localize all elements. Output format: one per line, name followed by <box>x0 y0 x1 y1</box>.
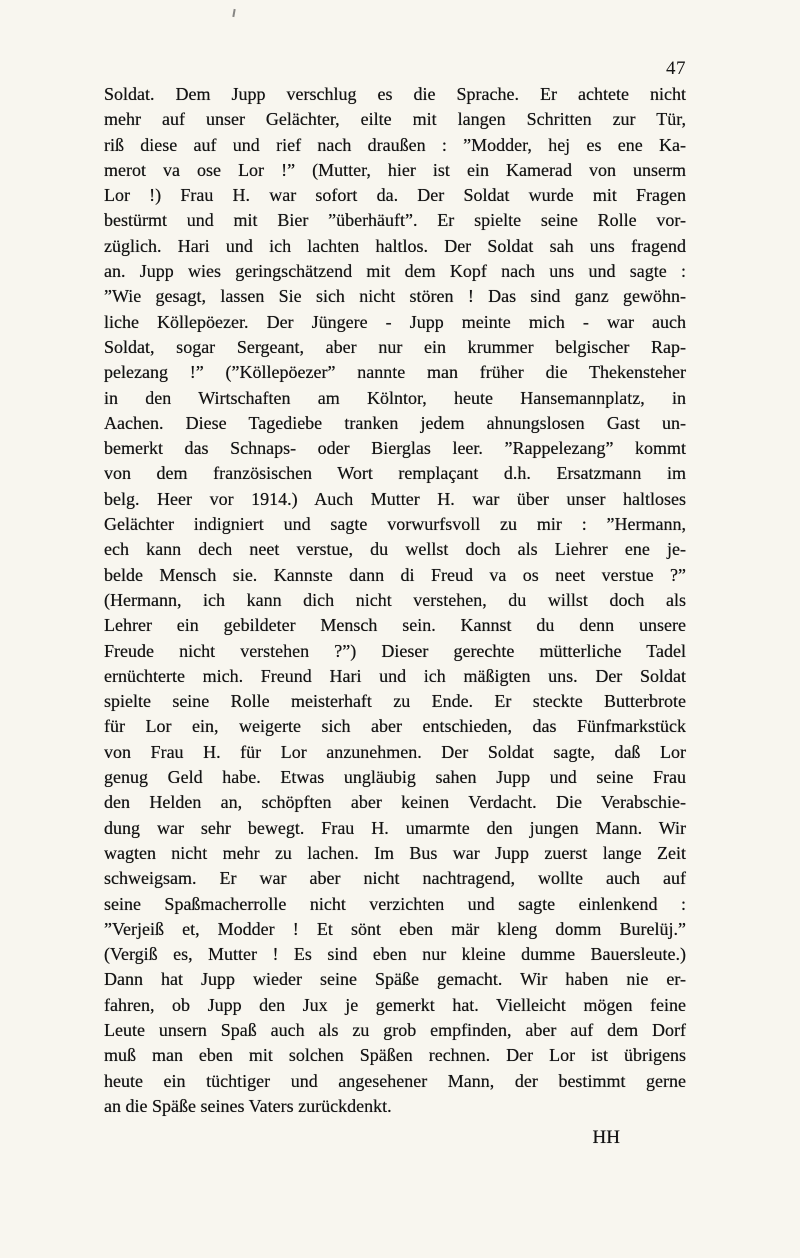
text-line: Leute unsern Spaß auch als zu grob empfinden, aber auf dem Dorf <box>104 1019 686 1040</box>
text-line: dung war sehr bewegt. Frau H. umarmte den jungen Mann. Wir <box>104 817 686 838</box>
scan-speck <box>232 9 235 17</box>
text-line: ”Wie gesagt, lassen Sie sich nicht stören ! Das sind ganz gewöhn- <box>104 286 686 307</box>
text-line: in den Wirtschaften am Kölntor, heute Hansemannplatz, in <box>104 387 686 408</box>
author-initials: HH <box>592 1127 620 1149</box>
text-line: bestürmt und mit Bier ”überhäuft”. Er spielte seine Rolle vor- <box>104 210 686 231</box>
text-line: (Vergiß es, Mutter ! Es sind eben nur kleine dumme Bauersleute.) <box>104 944 686 965</box>
text-line: Soldat, sogar Sergeant, aber nur ein krummer belgischer Rap- <box>104 336 686 357</box>
text-line: ernüchterte mich. Freund Hari und ich mäßigten uns. Der Soldat <box>104 665 686 686</box>
text-line: Gelächter indigniert und sagte vorwurfsvoll zu mir : ”Hermann, <box>104 514 686 535</box>
text-line: pelezang !” (”Köllepöezer” nannte man früher die Thekensteher <box>104 362 686 383</box>
page-number: 47 <box>666 58 686 79</box>
text-line: ”Verjeiß et, Modder ! Et sönt eben mär kleng domm Burelüj.” <box>104 918 686 939</box>
text-line: züglich. Hari und ich lachten haltlos. Der Soldat sah uns fragend <box>104 235 686 256</box>
text-line: fahren, ob Jupp den Jux je gemerkt hat. Vielleicht mögen feine <box>104 994 686 1015</box>
text-line: für Lor ein, weigerte sich aber entschieden, das Fünfmarkstück <box>104 716 686 737</box>
text-line: merot va ose Lor !” (Mutter, hier ist ein Kamerad von unserm <box>104 159 686 180</box>
text-line: den Helden an, schöpften aber keinen Verdacht. Die Verabschie- <box>104 792 686 813</box>
text-line: belg. Heer vor 1914.) Auch Mutter H. war über unser haltloses <box>104 488 686 509</box>
text-line: an die Späße seines Vaters zurückdenkt. <box>104 1095 392 1116</box>
text-line: Dann hat Jupp wieder seine Späße gemacht. Wir haben nie er- <box>104 969 686 990</box>
body-text <box>104 82 686 1119</box>
text-line: von dem französischen Wort remplaçant d.h. Ersatzmann im <box>104 463 686 484</box>
text-line: Lor !) Frau H. war sofort da. Der Soldat wurde mit Fragen <box>104 185 686 206</box>
text-line: schweigsam. Er war aber nicht nachtragend, wollte auch auf <box>104 868 686 889</box>
text-line: heute ein tüchtiger und angesehener Mann, der bestimmt gerne <box>104 1070 686 1091</box>
text-line: Lehrer ein gebildeter Mensch sein. Kannst du denn unsere <box>104 615 686 636</box>
text-line: ech kann dech neet verstue, du wellst doch als Liehrer ene je- <box>104 539 686 560</box>
text-line: seine Spaßmacherrolle nicht verzichten und sagte einlenkend : <box>104 893 686 914</box>
text-line: muß man eben mit solchen Späßen rechnen. Der Lor ist übrigens <box>104 1045 686 1066</box>
text-line: genug Geld habe. Etwas ungläubig sahen Jupp und seine Frau <box>104 767 686 788</box>
text-line: an. Jupp wies geringschätzend mit dem Kopf nach uns und sagte : <box>104 261 686 282</box>
text-line: riß diese auf und rief nach draußen : ”Modder, hej es ene Ka- <box>104 134 686 155</box>
text-line: von Frau H. für Lor anzunehmen. Der Soldat sagte, daß Lor <box>104 741 686 762</box>
text-line: Freude nicht verstehen ?”) Dieser gerechte mütterliche Tadel <box>104 640 686 661</box>
book-page <box>104 56 686 1151</box>
text-line: Aachen. Diese Tagediebe tranken jedem ahnungslosen Gast un- <box>104 412 686 433</box>
text-line: Soldat. Dem Jupp verschlug es die Sprache. Er achtete nicht <box>104 84 686 104</box>
text-line: (Hermann, ich kann dich nicht verstehen, du willst doch als <box>104 589 686 610</box>
text-line: belde Mensch sie. Kannste dann di Freud va os neet verstue ?” <box>104 564 686 585</box>
text-line: mehr auf unser Gelächter, eilte mit langen Schritten zur Tür, <box>104 109 686 130</box>
text-line: spielte seine Rolle meisterhaft zu Ende. Er steckte Butterbrote <box>104 691 686 712</box>
text-line: bemerkt das Schnaps- oder Bierglas leer. ”Rappelezang” kommt <box>104 438 686 459</box>
text-line: wagten nicht mehr zu lachen. Im Bus war Jupp zuerst lange Zeit <box>104 842 686 863</box>
text-line: liche Köllepöezer. Der Jüngere - Jupp meinte mich - war auch <box>104 311 686 332</box>
